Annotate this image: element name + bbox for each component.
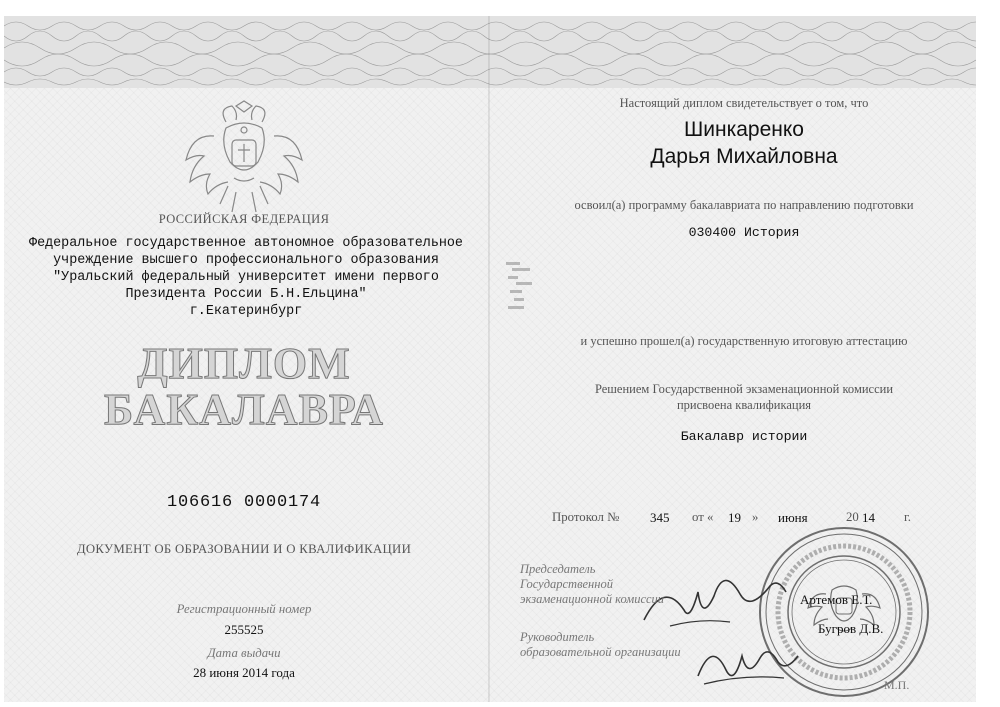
chair-label-line: Председатель	[520, 562, 596, 576]
graduate-given-names: Дарья Михайловна	[650, 145, 838, 168]
attestation-text: и успешно прошел(а) государственную итоговую аттестацию	[580, 334, 908, 348]
institution-city: г.Екатеринбург	[189, 304, 303, 319]
head-label-line: Руководитель	[520, 630, 595, 644]
certifies-text: Настоящий диплом свидетельствует о том, что	[619, 96, 869, 110]
coat-of-arms-emblem	[184, 100, 304, 218]
head-label	[520, 630, 681, 660]
guilloche-border-pattern	[4, 16, 976, 88]
commission-decision-line1: Решением Государственной экзаменационной комиссии	[594, 382, 894, 396]
diploma-spread	[4, 16, 976, 702]
specialty: 030400 История	[688, 225, 800, 240]
protocol-month: июня	[778, 510, 808, 525]
institution-line: учреждение высшего профессионального образования	[53, 253, 439, 268]
protocol-day-close: »	[752, 510, 759, 524]
diploma-title-line1: ДИПЛОМ	[137, 339, 351, 388]
head-name: Бугров Д.В.	[818, 621, 884, 636]
diploma-title-line2: БАКАЛАВРА	[104, 385, 384, 434]
institution-line: "Уральский федеральный университет имени первого	[53, 270, 439, 285]
issue-date-label: Дата выдачи	[207, 646, 281, 660]
institution-block	[28, 235, 464, 320]
institution-line: Федеральное государственное автономное образовательное	[29, 236, 463, 251]
protocol-year-prefix: 20	[846, 510, 859, 524]
protocol-from: от «	[692, 510, 714, 524]
commission-decision-line2: присвоена квалификация	[676, 398, 812, 412]
head-label-line: образовательной организации	[520, 645, 681, 659]
protocol-label: Протокол №	[552, 510, 620, 524]
qualification: Бакалавр истории	[680, 429, 808, 444]
program-text: освоил(а) программу бакалавриата по направлению подготовки	[574, 198, 914, 212]
protocol-year-suffix: 14	[862, 510, 875, 525]
institution-line: Президента России Б.Н.Ельцина"	[125, 287, 367, 302]
serial-number: 106616 0000174	[166, 493, 322, 512]
issue-date: 28 июня 2014 года	[193, 665, 295, 680]
protocol-number: 345	[650, 510, 670, 525]
country-name: РОССИЙСКАЯ ФЕДЕРАЦИЯ	[158, 212, 330, 226]
graduate-surname: Шинкаренко	[684, 118, 804, 141]
protocol-year-abbr: г.	[904, 510, 912, 524]
document-type: ДОКУМЕНТ ОБ ОБРАЗОВАНИИ И О КВАЛИФИКАЦИИ	[76, 542, 412, 556]
registration-label: Регистрационный номер	[176, 602, 312, 616]
registration-number: 255525	[224, 622, 264, 637]
chair-label-line: экзаменационной комиссии	[520, 592, 665, 606]
chair-name: Артемов Е.Т.	[800, 592, 873, 607]
head-signature	[694, 626, 804, 696]
page-fold	[488, 16, 490, 702]
seal-mark: М.П.	[884, 678, 910, 692]
protocol-day: 19	[728, 510, 741, 525]
chair-label	[520, 562, 664, 607]
ink-smudge	[502, 258, 538, 316]
chair-label-line: Государственной	[520, 577, 613, 591]
